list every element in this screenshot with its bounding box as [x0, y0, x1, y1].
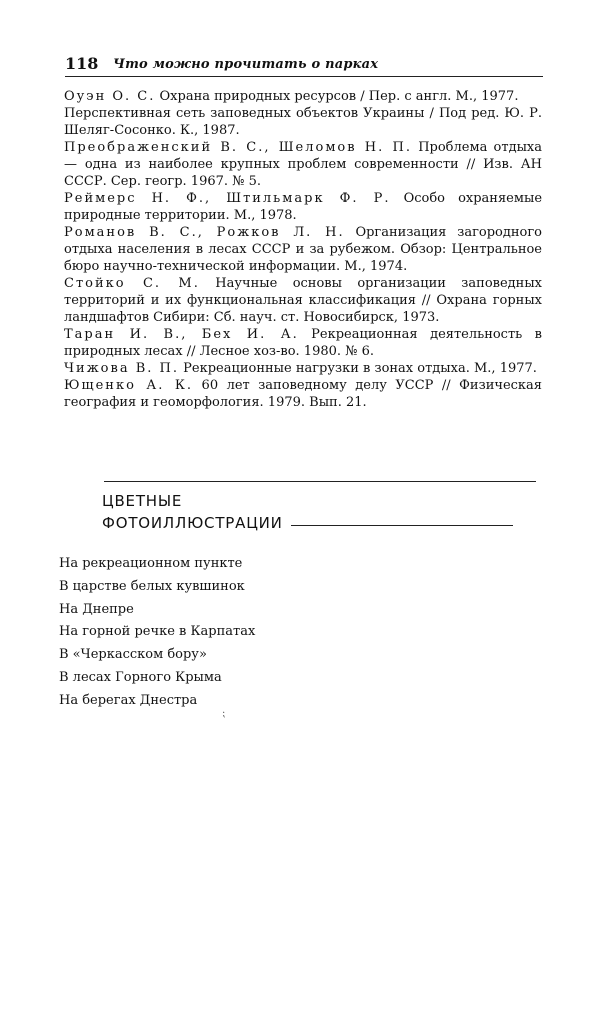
entry-author: Оуэн О. С. — [64, 89, 156, 104]
entry-author: Таран И. В., Бех И. А. — [64, 327, 299, 342]
entry-author: Реймерс Н. Ф., Штильмарк Ф. Р. — [64, 191, 391, 206]
entry-text: Проблема отдыха — одна из наиболее крупных проблем современности // Изв. АН СССР. Сер. геогр. 1967. № 5. — [64, 140, 542, 189]
entry-text: Организация загородного отдыха населения в лесах СССР и за рубежом. Обзор: Центральное бюро научно-технической информации. М., 1974. — [64, 225, 542, 274]
illustration-item: В лесах Горного Крыма — [59, 669, 222, 685]
section-title-line2-wrap — [102, 512, 542, 534]
bibliography-entry — [64, 377, 542, 411]
entry-author: Чижова В. П. — [64, 361, 179, 376]
entry-author: Романов В. С., Рожков Л. Н. — [64, 225, 345, 240]
illustration-item: На Днепре — [59, 601, 134, 617]
entry-text: 60 лет заповедному делу УССР // Физическая география и геоморфология. 1979. Вып. 21. — [64, 378, 542, 410]
entry-author: Стойко С. М. — [64, 276, 200, 291]
bibliography-entry — [64, 190, 542, 224]
bibliography-entry — [64, 224, 542, 275]
illustration-item: На берегах Днестра — [59, 692, 198, 708]
entry-text: Научные основы организации заповедных территорий и их функциональная классификация // Охрана горных ландшафтов Сибири: Сб. науч. ст. Новосибирск, 1973. — [64, 276, 543, 325]
section-heading — [102, 490, 542, 534]
entry-text: Охрана природных ресурсов / Пер. с англ. М., 1977. — [155, 89, 519, 104]
illustrations-list — [59, 553, 359, 713]
illustration-item: На рекреационном пункте — [59, 556, 243, 571]
section-title-line1: ЦВЕТНЫЕ — [102, 492, 183, 510]
bibliography-list — [64, 88, 542, 411]
bibliography-entry — [64, 360, 542, 377]
page-header — [65, 54, 543, 77]
entry-text: Особо охраняемые природные территории. М., 1978. — [64, 191, 543, 223]
print-speck: ⁏ — [222, 708, 226, 719]
heading-rule — [291, 525, 513, 526]
illustration-item: На горной речке в Карпатах — [59, 624, 256, 640]
bibliography-entry — [64, 139, 542, 190]
section-divider — [104, 481, 536, 482]
bibliography-entry — [64, 275, 542, 326]
bibliography-entry — [64, 326, 542, 360]
entry-text: Перспективная сеть заповедных объектов Украины / Под ред. Ю. Р. Шеляг-Сосонко. К., 1987. — [64, 106, 542, 138]
section-title-line2: ФОТОИЛЛЮСТРАЦИИ — [102, 514, 283, 532]
bibliography-entry — [64, 105, 542, 139]
page-number: 118 — [65, 54, 99, 73]
entry-author: Ющенко А. К. — [64, 378, 194, 393]
entry-text: Рекреационная деятельность в природных лесах // Лесное хоз-во. 1980. № 6. — [64, 327, 543, 359]
entry-text: Рекреационные нагрузки в зонах отдыха. М., 1977. — [179, 361, 537, 376]
running-title: Что можно прочитать о парках — [113, 57, 379, 72]
illustration-item: В «Черкасском бору» — [59, 647, 207, 663]
bibliography-entry — [64, 88, 542, 105]
entry-author: Преображенский В. С., Шеломов Н. П. — [64, 140, 412, 155]
illustration-item: В царстве белых кувшинок — [59, 578, 245, 594]
